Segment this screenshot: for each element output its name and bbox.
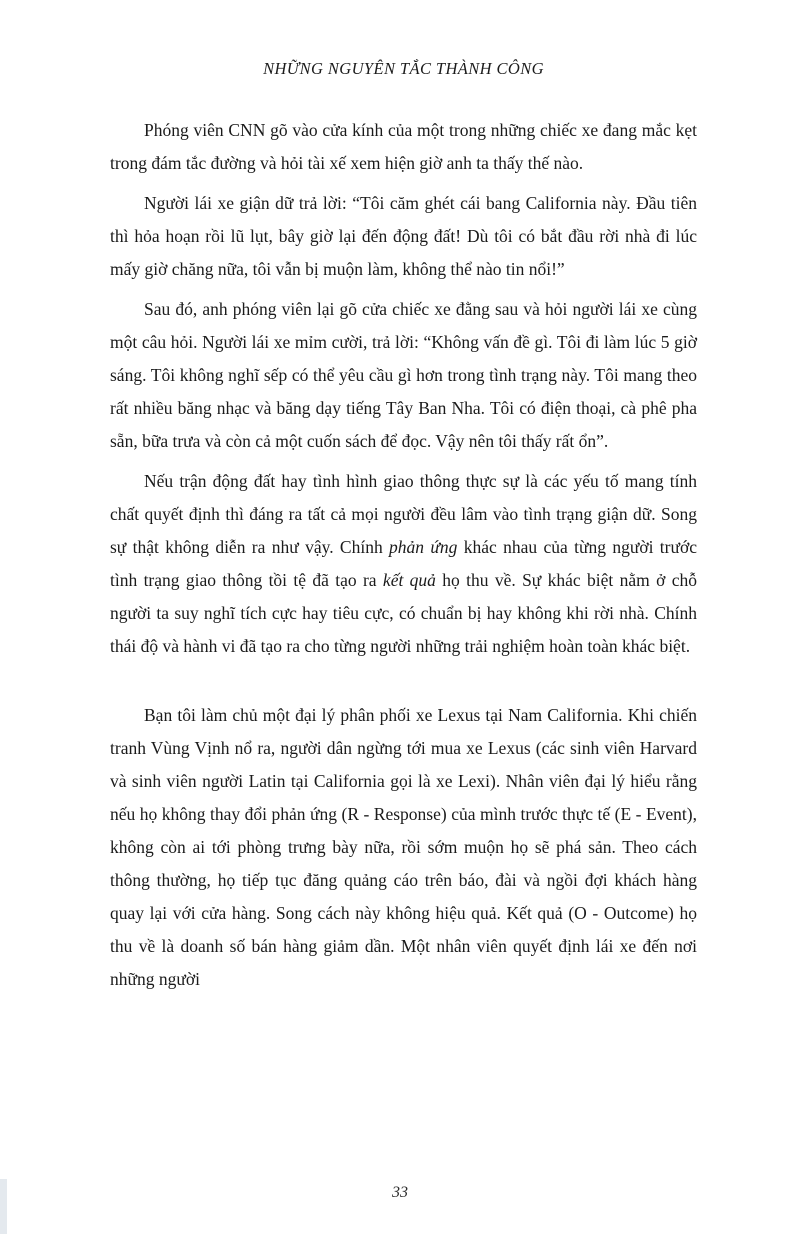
paragraph-2 (110, 187, 697, 286)
paragraph-3-text: Sau đó, anh phóng viên lại gõ cửa chiếc xe đằng sau và hỏi người lái xe cùng một câu hỏi. Người lái xe mỉm cười, trả lời: “Không vấn đề gì. Tôi đi làm lúc 5 giờ sáng. Tôi không nghĩ sếp có thể yêu cầu gì hơn trong tình trạng này. Tôi mang theo rất nhiều băng nhạc và băng dạy tiếng Tây Ban Nha. Tôi có điện thoại, cà phê pha sẵn, bữa trưa và còn cả một cuốn sách để đọc. Vậy nên tôi thấy rất ổn”. (110, 299, 697, 451)
paragraph-5 (110, 699, 697, 996)
paragraph-2-text: Người lái xe giận dữ trả lời: “Tôi căm ghét cái bang California này. Đầu tiên thì hỏa hoạn rồi lũ lụt, bây giờ lại đến động đất! Dù tôi có bắt đầu rời nhà đi lúc mấy giờ chăng nữa, tôi vẫn bị muộn làm, không thể nào tin nổi!” (110, 193, 697, 279)
paragraph-5-text: Bạn tôi làm chủ một đại lý phân phối xe Lexus tại Nam California. Khi chiến tranh Vùng Vịnh nổ ra, người dân ngừng tới mua xe Lexus (các sinh viên Harvard và sinh viên người Latin tại California gọi là xe Lexi). Nhân viên đại lý hiểu rằng nếu họ không thay đổi phản ứng (R - Response) của mình trước thực tế (E - Event), không còn ai tới phòng trưng bày nữa, rồi sớm muộn họ sẽ phá sản. Theo cách thông thường, họ tiếp tục đăng quảng cáo trên báo, đài và ngồi đợi khách hàng quay lại với cửa hàng. Song cách này không hiệu quả. Kết quả (O - Outcome) họ thu về là doanh số bán hàng giảm dần. Một nhân viên quyết định lái xe đến nơi những người (110, 705, 697, 989)
paragraph-3 (110, 293, 697, 458)
page-number: 33 (392, 1184, 408, 1201)
body-text (110, 114, 697, 996)
paragraph-4 (110, 465, 697, 663)
paragraph-4-seg2: khác nhau của từng người trước tình trạng giao thông tồi tệ đã tạo ra (110, 537, 697, 590)
paragraph-4-emphasis-2: kết quả (382, 570, 436, 590)
running-header: NHỮNG NGUYÊN TẮC THÀNH CÔNG (263, 59, 544, 78)
paragraph-4-emphasis-1: phản ứng (389, 537, 458, 557)
paragraph-4-seg4: họ thu về. Sự khác biệt nằm ở chỗ người ta suy nghĩ tích cực hay tiêu cực, có chuẩn bị hay không khi rời nhà. Chính thái độ và hành vi đã tạo ra cho từng người những trải nghiệm hoàn toàn khác biệt. (110, 570, 697, 656)
paragraph-1-text: Phóng viên CNN gõ vào cửa kính của một trong những chiếc xe đang mắc kẹt trong đám tắc đường và hỏi tài xế xem hiện giờ anh ta thấy thế nào. (110, 120, 697, 173)
scan-edge-artifact (0, 1179, 7, 1234)
paragraph-4-seg0: Nếu trận động đất hay tình hình giao thông thực sự là các yếu tố mang tính chất quyết định thì đáng ra tất cả mọi người đều lâm vào tình trạng giận dữ. Song sự thật không diễn ra như vậy. Chính (110, 471, 697, 557)
paragraph-1 (110, 114, 697, 180)
